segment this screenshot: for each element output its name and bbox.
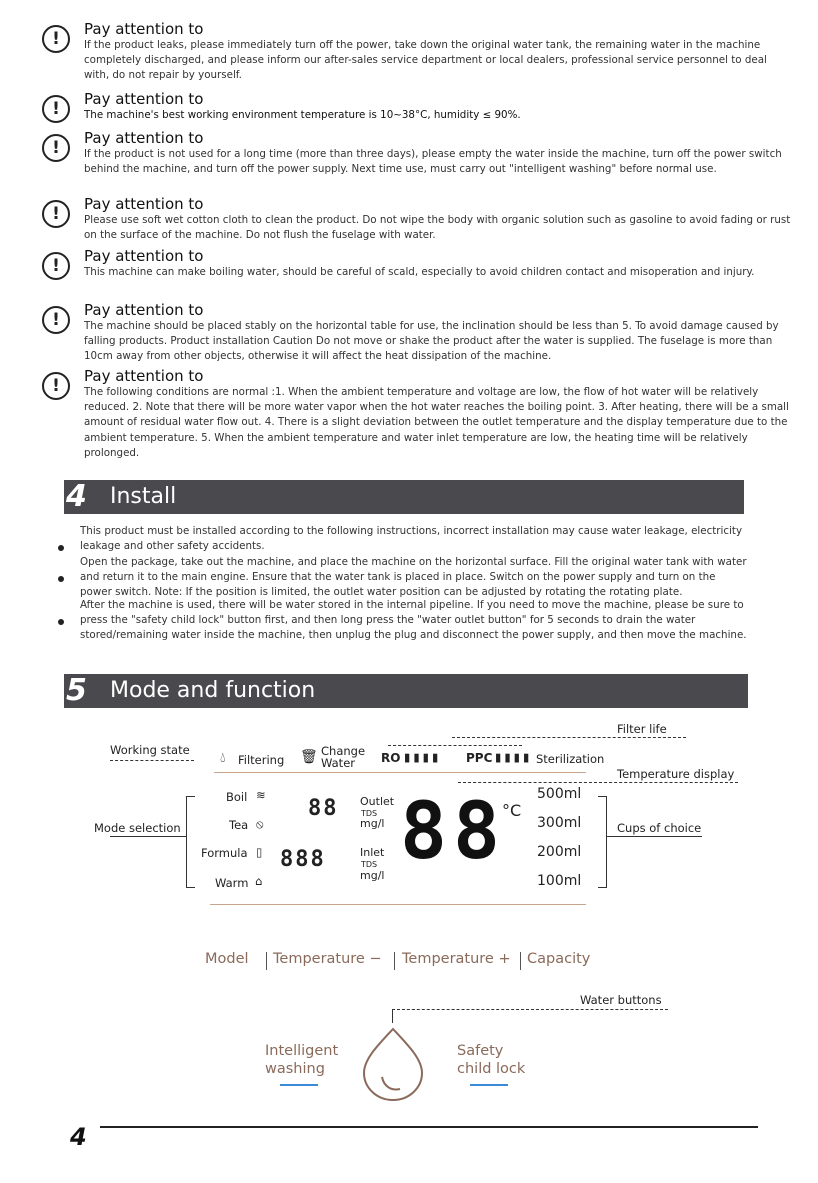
change-water-label: Change Water [321,744,366,770]
warning-text: This machine can make boiling water, should be careful of scald, especially to avoid children contact and misoperation and injury. [84,266,755,278]
outlet-tds-digits: 88 [308,796,339,821]
warning-title: Pay attention to [84,90,204,108]
warning-title: Pay attention to [84,195,204,213]
outlet-unit: mg/l [360,817,385,830]
exclamation-icon: ! [42,306,70,334]
inlet-tds-digits: 888 [280,847,326,872]
bottle-icon: ▯ [256,845,263,859]
warning-text: The following conditions are normal :1. When the ambient temperature and voltage are low, the flow of hot water will be relatively reduced. 2. Note that there will be more water vapor when the hot water reaches the boiling point. 3. After heating, there will be a small amount of residual water flow out. 4. There is a slight deviation between the outlet temperature and the display temperature due to the ambient temperature. 5. When the ambient temperature and water inlet temperature are low, the heating time will be relatively prolonged. [84,386,789,459]
ppc-level-bars: ▮▮▮▮ [495,750,533,764]
section-number: 5 [66,673,87,708]
house-icon: ⌂ [255,874,263,888]
intelligent-label[interactable]: Intelligent [265,1043,339,1059]
section-title: Mode and function [110,678,316,703]
intelligent-washing-indicator [280,1084,318,1086]
child-lock-label[interactable]: child lock [457,1061,526,1077]
exclamation-icon: ! [42,134,70,162]
filtering-label: Filtering [238,753,285,767]
footer-rule [100,1126,758,1128]
temperature-digits: 88 [400,787,506,877]
warning-text: The machine's best working environment temperature is 10~38°C, humidity ≤ 90%. [84,109,521,121]
inlet-label: Inlet [360,846,385,859]
sterilization-label: Sterilization [536,752,605,766]
bullet-text: Open the package, take out the machine, and place the machine on the horizontal surface. Fill the original water tank with water and return it to the main engine. Ensure that the water tank is placed in place. Switch on the power supply and turn on the power switch. Note: If the position is limited, the outlet water position can be adjusted by rotating the rotating plate. [80,556,747,599]
child-lock-indicator [470,1084,508,1086]
warning-text: Please use soft wet cotton cloth to clean the product. Do not wipe the body with organic solution such as gasoline to avoid fading or rust on the surface of the machine. Do not flush the fuselage with water. [84,214,791,242]
bullet-dot [58,545,64,551]
mode-warm: Warm [215,876,249,890]
steam-icon: ≋ [256,788,266,802]
ppc-label: PPC [466,751,493,765]
capacity-button[interactable]: Capacity [527,951,591,967]
warning-text: If the product leaks, please immediately turn off the power, take down the original water tank, the remaining water in the machine completely discharged, and please inform our after-sales service department or local dealers, professional service personnel to deal with, do not repair by yourself. [84,39,767,82]
warning-title: Pay attention to [84,247,204,265]
callout-line [110,836,186,837]
warning-text: The machine should be placed stably on the horizontal table for use, the inclination should be less than 5. To avoid damage caused by falling products. Product installation Caution Do not move or shake the product after the water is supplied. The fuselage is more than 10cm away from other objects, otherwise it will affect the heat dissipation of the machine. [84,320,779,363]
outlet-tds: TDS [361,809,378,818]
warning-title: Pay attention to [84,367,204,385]
water-buttons-label: Water buttons [580,993,662,1007]
page-number: 4 [70,1123,87,1151]
leaf-icon: ⦸ [256,817,264,831]
callout-line [458,782,738,783]
washing-label[interactable]: washing [265,1061,325,1077]
water-drop-button[interactable] [358,1025,428,1101]
callout-line [392,1009,668,1010]
drop-icon: 💧︎ [220,750,226,766]
safety-label[interactable]: Safety [457,1043,504,1059]
cup-200: 200ml [537,844,582,860]
callout-line [606,836,702,837]
mode-header [64,674,748,708]
model-button[interactable]: Model [205,951,249,967]
divider [394,952,395,970]
bullet-text: This product must be installed according to the following instructions, incorrect installation may cause water leakage, electricity leakage and other safety accidents. [80,525,743,553]
temp-minus-button[interactable]: Temperature − [273,951,382,967]
install-header [64,480,744,514]
working-state-label: Working state [110,743,190,757]
panel-bottom-edge [210,904,586,905]
cups-of-choice-label: Cups of choice [617,821,702,835]
mode-tea: Tea [229,818,249,832]
warning-title: Pay attention to [84,129,204,147]
temp-plus-button[interactable]: Temperature + [402,951,511,967]
inlet-tds: TDS [361,860,378,869]
bullet-text: After the machine is used, there will be water stored in the internal pipeline. If you need to move the machine, please be sure to press the "safety child lock" button first, and then long press the "water outlet button" for 5 seconds to drain the water stored/remaining water inside the machine, then unplug the plug and disconnect the power supply, and then move the machine. [80,599,747,642]
warning-text: If the product is not used for a long time (more than three days), please empty the water inside the machine, turn off the power switch behind the machine, and turn off the power supply. Next time use, must carry out "intelligent washing" before normal use. [84,148,782,176]
ro-label: RO [381,751,401,765]
divider [266,952,267,970]
change-water-icon: 🗑︎ [300,749,318,765]
section-number: 4 [66,479,87,514]
mode-formula: Formula [201,846,248,860]
bullet-dot [58,576,64,582]
section-title: Install [110,484,177,509]
callout-line [452,737,686,738]
callout-line [392,1009,393,1023]
cup-500: 500ml [537,786,582,802]
celsius-unit: °C [502,801,522,820]
divider [520,952,521,970]
mode-boil: Boil [226,790,248,804]
mode-selection-label: Mode selection [94,821,181,835]
exclamation-icon: ! [42,252,70,280]
warning-title: Pay attention to [84,20,204,38]
cup-300: 300ml [537,815,582,831]
callout-line [388,745,522,746]
mode-bracket [186,796,195,888]
exclamation-icon: ! [42,95,70,123]
exclamation-icon: ! [42,372,70,400]
outlet-label: Outlet [360,795,395,808]
bullet-dot [58,619,64,625]
temperature-display-label: Temperature display [617,767,735,781]
inlet-unit: mg/l [360,869,385,882]
filter-life-label: Filter life [617,722,667,736]
cup-100: 100ml [537,873,582,889]
exclamation-icon: ! [42,200,70,228]
exclamation-icon: ! [42,25,70,53]
callout-line [110,760,194,761]
ro-level-bars: ▮▮▮▮ [404,750,442,764]
warning-title: Pay attention to [84,301,204,319]
cups-bracket [598,796,607,888]
panel-top-edge [214,772,586,773]
